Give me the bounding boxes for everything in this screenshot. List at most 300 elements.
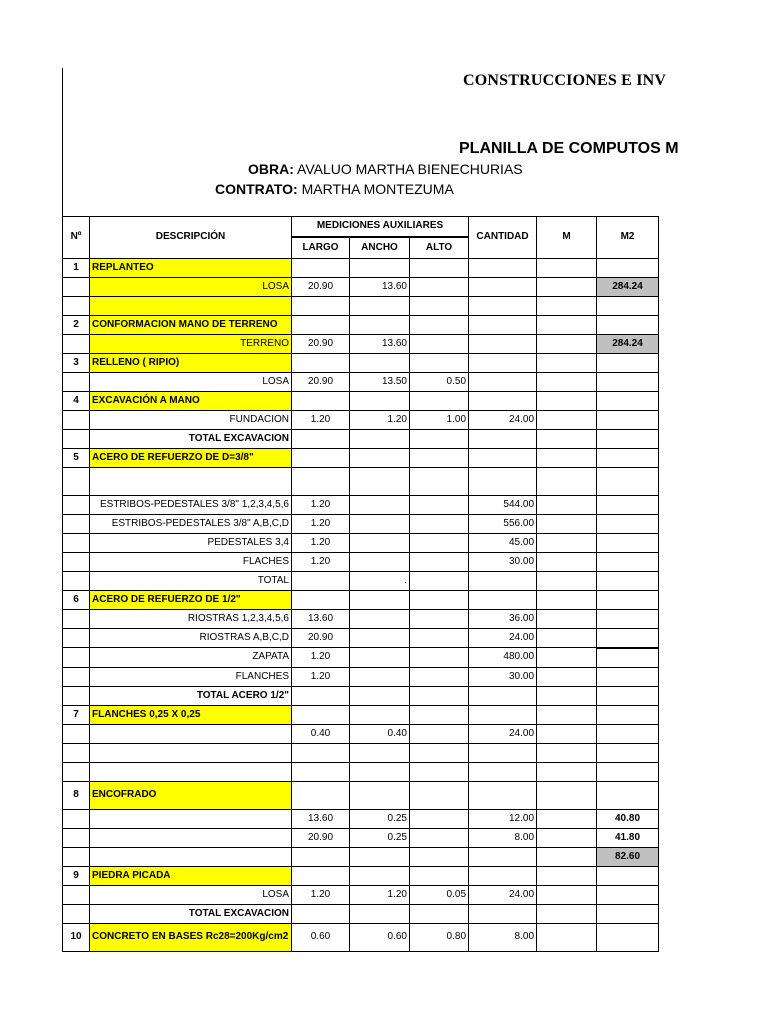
m2-cell	[597, 667, 659, 686]
item-number: 5	[63, 448, 90, 467]
ancho-cell: .	[350, 571, 410, 590]
item-description	[90, 828, 292, 847]
table-row	[63, 353, 659, 372]
ancho-cell: 13.60	[350, 334, 410, 353]
company-title: CONSTRUCCIONES E INV	[463, 72, 667, 89]
table-row	[63, 628, 659, 648]
item-description: TOTAL ACERO 1/2"	[90, 686, 292, 705]
m2-cell	[597, 781, 659, 809]
alto-cell	[410, 762, 469, 781]
cantidad-cell	[469, 391, 537, 410]
largo-cell	[292, 258, 350, 277]
cantidad-cell	[469, 429, 537, 448]
largo-cell	[292, 391, 350, 410]
ancho-cell: 13.60	[350, 277, 410, 296]
m2-cell	[597, 762, 659, 781]
item-number: 8	[63, 781, 90, 809]
table-row	[63, 904, 659, 923]
table-row	[63, 762, 659, 781]
m2-cell	[597, 686, 659, 705]
item-number: 7	[63, 705, 90, 724]
cantidad-cell	[469, 353, 537, 372]
cantidad-cell: 480.00	[469, 648, 537, 668]
ancho-cell	[350, 866, 410, 885]
m-cell	[537, 315, 597, 334]
cantidad-cell	[469, 296, 537, 315]
m-cell	[537, 724, 597, 743]
largo-cell	[292, 847, 350, 866]
category-description: FLANCHES 0,25 X 0,25	[90, 705, 292, 724]
largo-cell: 20.90	[292, 628, 350, 648]
ancho-cell: 1.20	[350, 885, 410, 904]
largo-cell	[292, 467, 350, 495]
m-cell	[537, 296, 597, 315]
category-description: PIEDRA PICADA	[90, 866, 292, 885]
alto-cell	[410, 353, 469, 372]
cantidad-cell	[469, 762, 537, 781]
m2-cell	[597, 372, 659, 391]
largo-cell: 20.90	[292, 372, 350, 391]
table-row	[63, 467, 659, 495]
alto-cell	[410, 686, 469, 705]
item-number	[63, 372, 90, 391]
ancho-cell	[350, 781, 410, 809]
item-description	[90, 847, 292, 866]
item-number	[63, 743, 90, 762]
table-row	[63, 372, 659, 391]
item-number	[63, 686, 90, 705]
item-number	[63, 667, 90, 686]
item-number	[63, 533, 90, 552]
alto-cell	[410, 847, 469, 866]
m-cell	[537, 809, 597, 828]
table-row	[63, 533, 659, 552]
m2-cell: 41.80	[597, 828, 659, 847]
item-number	[63, 552, 90, 571]
item-number	[63, 828, 90, 847]
item-description: LOSA	[90, 372, 292, 391]
item-number: 9	[63, 866, 90, 885]
table-row	[63, 828, 659, 847]
largo-cell: 20.90	[292, 828, 350, 847]
m-cell	[537, 686, 597, 705]
largo-cell	[292, 590, 350, 609]
cantidad-cell: 12.00	[469, 809, 537, 828]
table-row	[63, 296, 659, 315]
header-no: Nº	[63, 217, 90, 259]
table-row	[63, 391, 659, 410]
m2-cell	[597, 609, 659, 628]
item-description: RIOSTRAS A,B,C,D	[90, 628, 292, 648]
item-number	[63, 334, 90, 353]
ancho-cell	[350, 847, 410, 866]
alto-cell	[410, 904, 469, 923]
item-description: RIOSTRAS 1,2,3,4,5,6	[90, 609, 292, 628]
item-number	[63, 762, 90, 781]
ancho-cell	[350, 552, 410, 571]
item-number: 2	[63, 315, 90, 334]
m2-cell	[597, 258, 659, 277]
table-row	[63, 648, 659, 668]
largo-cell: 0.60	[292, 923, 350, 951]
alto-cell	[410, 258, 469, 277]
category-description: ENCOFRADO	[90, 781, 292, 809]
m-cell	[537, 705, 597, 724]
m-cell	[537, 467, 597, 495]
alto-cell	[410, 743, 469, 762]
ancho-cell: 0.40	[350, 724, 410, 743]
item-description: FLACHES	[90, 552, 292, 571]
header-descripcion: DESCRIPCIÓN	[90, 217, 292, 259]
category-description: EXCAVACIÓN A MANO	[90, 391, 292, 410]
item-number	[63, 628, 90, 648]
cantidad-cell	[469, 334, 537, 353]
item-number	[63, 277, 90, 296]
item-description	[90, 724, 292, 743]
ancho-cell	[350, 590, 410, 609]
cantidad-cell	[469, 686, 537, 705]
largo-cell: 1.20	[292, 495, 350, 514]
item-number	[63, 410, 90, 429]
header-m: M	[537, 217, 597, 259]
computos-table	[62, 216, 659, 952]
table-row	[63, 448, 659, 467]
contrato-label: CONTRATO:	[215, 181, 298, 197]
ancho-cell	[350, 429, 410, 448]
m-cell	[537, 609, 597, 628]
ancho-cell	[350, 667, 410, 686]
m2-cell	[597, 923, 659, 951]
m-cell	[537, 334, 597, 353]
ancho-cell	[350, 467, 410, 495]
m-cell	[537, 410, 597, 429]
cantidad-cell	[469, 866, 537, 885]
table-row	[63, 743, 659, 762]
alto-cell	[410, 334, 469, 353]
m-cell	[537, 514, 597, 533]
alto-cell	[410, 648, 469, 668]
item-description	[90, 762, 292, 781]
item-number	[63, 495, 90, 514]
largo-cell	[292, 866, 350, 885]
table-row	[63, 885, 659, 904]
ancho-cell	[350, 533, 410, 552]
table-row	[63, 552, 659, 571]
ancho-cell	[350, 296, 410, 315]
largo-cell: 1.20	[292, 533, 350, 552]
alto-cell	[410, 724, 469, 743]
cantidad-cell	[469, 372, 537, 391]
alto-cell	[410, 571, 469, 590]
ancho-cell	[350, 762, 410, 781]
ancho-cell: 0.25	[350, 828, 410, 847]
largo-cell	[292, 448, 350, 467]
alto-cell	[410, 315, 469, 334]
ancho-cell	[350, 628, 410, 648]
item-description: ZAPATA	[90, 648, 292, 668]
table-row	[63, 315, 659, 334]
m2-cell	[597, 885, 659, 904]
category-description: ACERO DE REFUERZO DE D=3/8"	[90, 448, 292, 467]
cantidad-cell	[469, 904, 537, 923]
obra-line	[248, 161, 523, 177]
item-number: 1	[63, 258, 90, 277]
item-number: 4	[63, 391, 90, 410]
item-number: 6	[63, 590, 90, 609]
cantidad-cell: 36.00	[469, 609, 537, 628]
cantidad-cell	[469, 467, 537, 495]
m2-cell	[597, 648, 659, 668]
m-cell	[537, 847, 597, 866]
alto-cell	[410, 429, 469, 448]
largo-cell	[292, 571, 350, 590]
item-number	[63, 609, 90, 628]
table-row	[63, 410, 659, 429]
largo-cell	[292, 705, 350, 724]
ancho-cell	[350, 686, 410, 705]
m-cell	[537, 923, 597, 951]
alto-cell	[410, 590, 469, 609]
largo-cell: 1.20	[292, 885, 350, 904]
m2-cell	[597, 353, 659, 372]
cantidad-cell	[469, 847, 537, 866]
cantidad-cell: 24.00	[469, 724, 537, 743]
m2-cell	[597, 533, 659, 552]
ancho-cell	[350, 391, 410, 410]
item-number	[63, 809, 90, 828]
ancho-cell	[350, 258, 410, 277]
ancho-cell	[350, 743, 410, 762]
m-cell	[537, 391, 597, 410]
table-row	[63, 609, 659, 628]
table-row	[63, 258, 659, 277]
item-number	[63, 296, 90, 315]
header-alto: ALTO	[410, 237, 469, 259]
ancho-cell	[350, 705, 410, 724]
alto-cell	[410, 781, 469, 809]
cantidad-cell	[469, 277, 537, 296]
m2-cell: 284.24	[597, 277, 659, 296]
item-number	[63, 467, 90, 495]
largo-cell: 1.20	[292, 514, 350, 533]
largo-cell	[292, 762, 350, 781]
m2-cell	[597, 429, 659, 448]
category-description: CONFORMACION MANO DE TERRENO	[90, 315, 292, 334]
ancho-cell	[350, 904, 410, 923]
m2-cell	[597, 743, 659, 762]
alto-cell	[410, 467, 469, 495]
m2-cell	[597, 514, 659, 533]
item-description: TOTAL	[90, 571, 292, 590]
table-row	[63, 781, 659, 809]
m-cell	[537, 904, 597, 923]
item-number	[63, 514, 90, 533]
m-cell	[537, 590, 597, 609]
item-number	[63, 847, 90, 866]
table-row	[63, 809, 659, 828]
m2-cell	[597, 552, 659, 571]
table-row	[63, 590, 659, 609]
header-mediciones: MEDICIONES AUXILIARES	[292, 217, 469, 237]
cantidad-cell: 556.00	[469, 514, 537, 533]
ancho-cell: 13.50	[350, 372, 410, 391]
cantidad-cell	[469, 743, 537, 762]
cantidad-cell: 30.00	[469, 667, 537, 686]
obra-label: OBRA:	[248, 161, 294, 177]
ancho-cell	[350, 648, 410, 668]
largo-cell: 1.20	[292, 552, 350, 571]
alto-cell	[410, 391, 469, 410]
item-description	[90, 296, 292, 315]
table-row	[63, 705, 659, 724]
m2-cell	[597, 391, 659, 410]
ancho-cell	[350, 353, 410, 372]
item-description: TOTAL EXCAVACION	[90, 904, 292, 923]
cantidad-cell: 24.00	[469, 410, 537, 429]
item-description: ESTRIBOS-PEDESTALES 3/8" A,B,C,D	[90, 514, 292, 533]
m2-cell	[597, 296, 659, 315]
largo-cell	[292, 429, 350, 448]
table-row	[63, 277, 659, 296]
m-cell	[537, 277, 597, 296]
alto-cell: 1.00	[410, 410, 469, 429]
largo-cell: 1.20	[292, 410, 350, 429]
alto-cell	[410, 705, 469, 724]
cantidad-cell	[469, 590, 537, 609]
alto-cell: 0.80	[410, 923, 469, 951]
item-description: LOSA	[90, 277, 292, 296]
table-row	[63, 495, 659, 514]
ancho-cell: 1.20	[350, 410, 410, 429]
item-description	[90, 743, 292, 762]
m-cell	[537, 667, 597, 686]
m-cell	[537, 648, 597, 668]
m2-cell	[597, 705, 659, 724]
m-cell	[537, 571, 597, 590]
m-cell	[537, 533, 597, 552]
sheet-title: PLANILLA DE COMPUTOS M	[459, 140, 679, 157]
table-row	[63, 571, 659, 590]
m-cell	[537, 372, 597, 391]
ancho-cell: 0.60	[350, 923, 410, 951]
alto-cell	[410, 628, 469, 648]
largo-cell	[292, 686, 350, 705]
cantidad-cell: 45.00	[469, 533, 537, 552]
cantidad-cell: 30.00	[469, 552, 537, 571]
alto-cell	[410, 296, 469, 315]
ancho-cell	[350, 315, 410, 334]
cantidad-cell	[469, 258, 537, 277]
m-cell	[537, 828, 597, 847]
m2-cell: 82.60	[597, 847, 659, 866]
alto-cell: 0.05	[410, 885, 469, 904]
header-ancho: ANCHO	[350, 237, 410, 259]
m-cell	[537, 885, 597, 904]
item-description: TERRENO	[90, 334, 292, 353]
largo-cell: 1.20	[292, 667, 350, 686]
cantidad-cell: 544.00	[469, 495, 537, 514]
table-row	[63, 667, 659, 686]
ancho-cell: 0.25	[350, 809, 410, 828]
m-cell	[537, 743, 597, 762]
table-row	[63, 724, 659, 743]
largo-cell: 13.60	[292, 609, 350, 628]
m2-cell	[597, 724, 659, 743]
alto-cell	[410, 552, 469, 571]
table-row	[63, 686, 659, 705]
m2-cell	[597, 866, 659, 885]
m2-cell	[597, 904, 659, 923]
alto-cell	[410, 448, 469, 467]
largo-cell: 1.20	[292, 648, 350, 668]
largo-cell: 20.90	[292, 277, 350, 296]
m2-cell	[597, 467, 659, 495]
m-cell	[537, 353, 597, 372]
item-number	[63, 724, 90, 743]
cantidad-cell	[469, 781, 537, 809]
m2-cell: 284.24	[597, 334, 659, 353]
cantidad-cell: 8.00	[469, 828, 537, 847]
contrato-value: MARTHA MONTEZUMA	[301, 181, 454, 197]
category-description: RELLENO ( RIPIO)	[90, 353, 292, 372]
item-description: PEDESTALES 3,4	[90, 533, 292, 552]
alto-cell	[410, 828, 469, 847]
alto-cell	[410, 533, 469, 552]
alto-cell	[410, 514, 469, 533]
item-number	[63, 429, 90, 448]
header-m2: M2	[597, 217, 659, 259]
largo-cell: 20.90	[292, 334, 350, 353]
ancho-cell	[350, 495, 410, 514]
alto-cell	[410, 809, 469, 828]
item-number	[63, 571, 90, 590]
item-number: 10	[63, 923, 90, 951]
item-description: FLANCHES	[90, 667, 292, 686]
largo-cell	[292, 781, 350, 809]
cantidad-cell: 8.00	[469, 923, 537, 951]
m2-cell	[597, 315, 659, 334]
cantidad-cell	[469, 315, 537, 334]
table-row	[63, 923, 659, 951]
item-number	[63, 648, 90, 668]
m-cell	[537, 552, 597, 571]
cantidad-cell	[469, 705, 537, 724]
largo-cell	[292, 743, 350, 762]
table-row	[63, 866, 659, 885]
obra-value: AVALUO MARTHA BIENECHURIAS	[297, 161, 523, 177]
largo-cell	[292, 315, 350, 334]
table-row	[63, 334, 659, 353]
alto-cell	[410, 609, 469, 628]
m2-cell	[597, 628, 659, 648]
item-description	[90, 467, 292, 495]
cantidad-cell: 24.00	[469, 628, 537, 648]
table-row	[63, 514, 659, 533]
category-description: ACERO DE REFUERZO DE 1/2"	[90, 590, 292, 609]
item-number	[63, 904, 90, 923]
item-description: ESTRIBOS-PEDESTALES 3/8" 1,2,3,4,5,6	[90, 495, 292, 514]
cantidad-cell	[469, 571, 537, 590]
contrato-line	[215, 181, 454, 197]
m2-cell	[597, 495, 659, 514]
m-cell	[537, 429, 597, 448]
alto-cell: 0.50	[410, 372, 469, 391]
m2-cell	[597, 448, 659, 467]
alto-cell	[410, 866, 469, 885]
item-description	[90, 809, 292, 828]
m2-cell	[597, 590, 659, 609]
m2-cell	[597, 410, 659, 429]
